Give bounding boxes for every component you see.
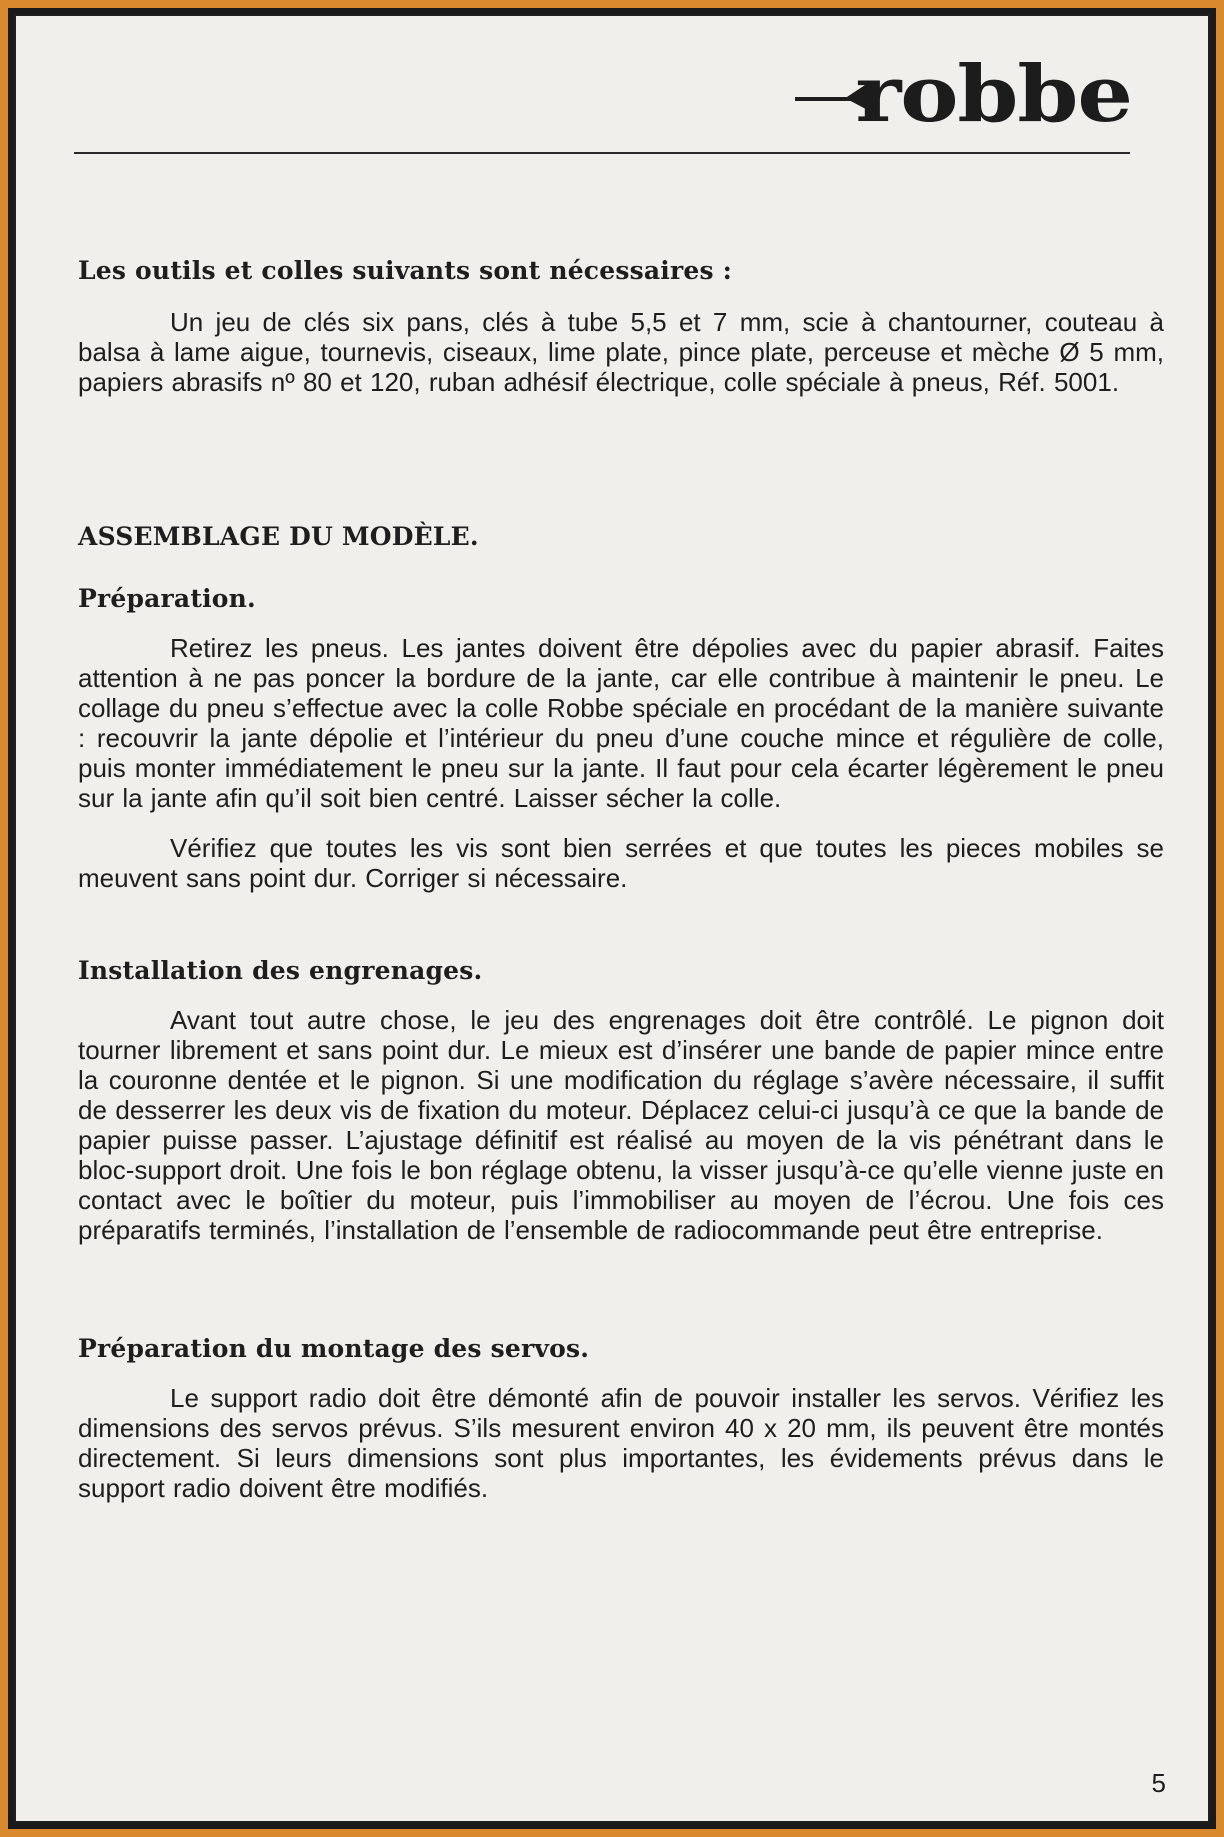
document-page — [14, 14, 1210, 1823]
section-assembly — [78, 522, 1164, 551]
section-heading: Préparation. — [78, 584, 256, 613]
paragraph: Vérifiez que toutes les vis sont bien serrées et que toutes les pieces mobiles se meuvent sans point dur. Corriger si nécessaire. — [78, 833, 1164, 893]
page-number: 5 — [1151, 1768, 1166, 1798]
section-heading: Installation des engrenages. — [78, 956, 483, 985]
section-gears — [78, 956, 1164, 1245]
section-heading: Préparation du montage des servos. — [78, 1334, 590, 1363]
section-heading: ASSEMBLAGE DU MODÈLE. — [78, 522, 479, 551]
section-preparation — [78, 584, 1164, 893]
brand-logo — [791, 49, 1132, 140]
paragraph: Avant tout autre chose, le jeu des engrenages doit être contrôlé. Le pignon doit tourner librement et sans point dur. Le mieux est d’insérer une bande de papier mince entre la couronne dentée et le pignon. Si une modification du réglage s’avère nécessaire, il suffit de desserrer les deux vis de fixation du moteur. Déplacez celui-ci jusqu’à ce que la bande de papier puisse passer. L’ajustage définitif est réalisé au moyen de la vis pénétrant dans le bloc-support droit. Une fois le bon réglage obtenu, la visser jusqu’à-ce qu’elle vienne juste en contact avec le boîtier du moteur, puis l’immobiliser au moyen de l’écrou. Une fois ces préparatifs terminés, l’installation de l’ensemble de radiocommande peut être entreprise. — [78, 1005, 1164, 1245]
section-servos — [78, 1334, 1164, 1503]
logo-text: robbe — [855, 49, 1132, 140]
paragraph: Un jeu de clés six pans, clés à tube 5,5 et 7 mm, scie à chantourner, couteau à balsa à lame aigue, tournevis, ciseaux, lime plate, pince plate, perceuse et mèche Ø 5 mm, papiers abrasifs nº 80 et 120, ruban adhésif électrique, colle spéciale à pneus, Réf. 5001. — [78, 307, 1164, 397]
section-heading: Les outils et colles suivants sont nécessaires : — [78, 256, 733, 285]
paragraph: Retirez les pneus. Les jantes doivent être dépolies avec du papier abrasif. Faites attention à ne pas poncer la bordure de la jante, car elle contribue à maintenir le pneu. Le collage du pneu s’effectue avec la colle Robbe spéciale en procédant de la manière suivante : recouvrir la jante dépolie et l’intérieur du pneu d’une couche mince et régulière de colle, puis monter immédiatement le pneu sur la jante. Il faut pour cela écarter légèrement le pneu sur la jante afin qu’il soit bien centré. Laisser sécher la colle. — [78, 633, 1164, 813]
paragraph: Le support radio doit être démonté afin de pouvoir installer les servos. Vérifiez les dimensions des servos prévus. S’ils mesurent environ 40 x 20 mm, ils peuvent être montés directement. Si leurs dimensions sont plus importantes, les évidements prévus dans le support radio doivent être modifiés. — [78, 1383, 1164, 1503]
section-tools — [78, 256, 1164, 397]
header-rule — [74, 152, 1130, 154]
